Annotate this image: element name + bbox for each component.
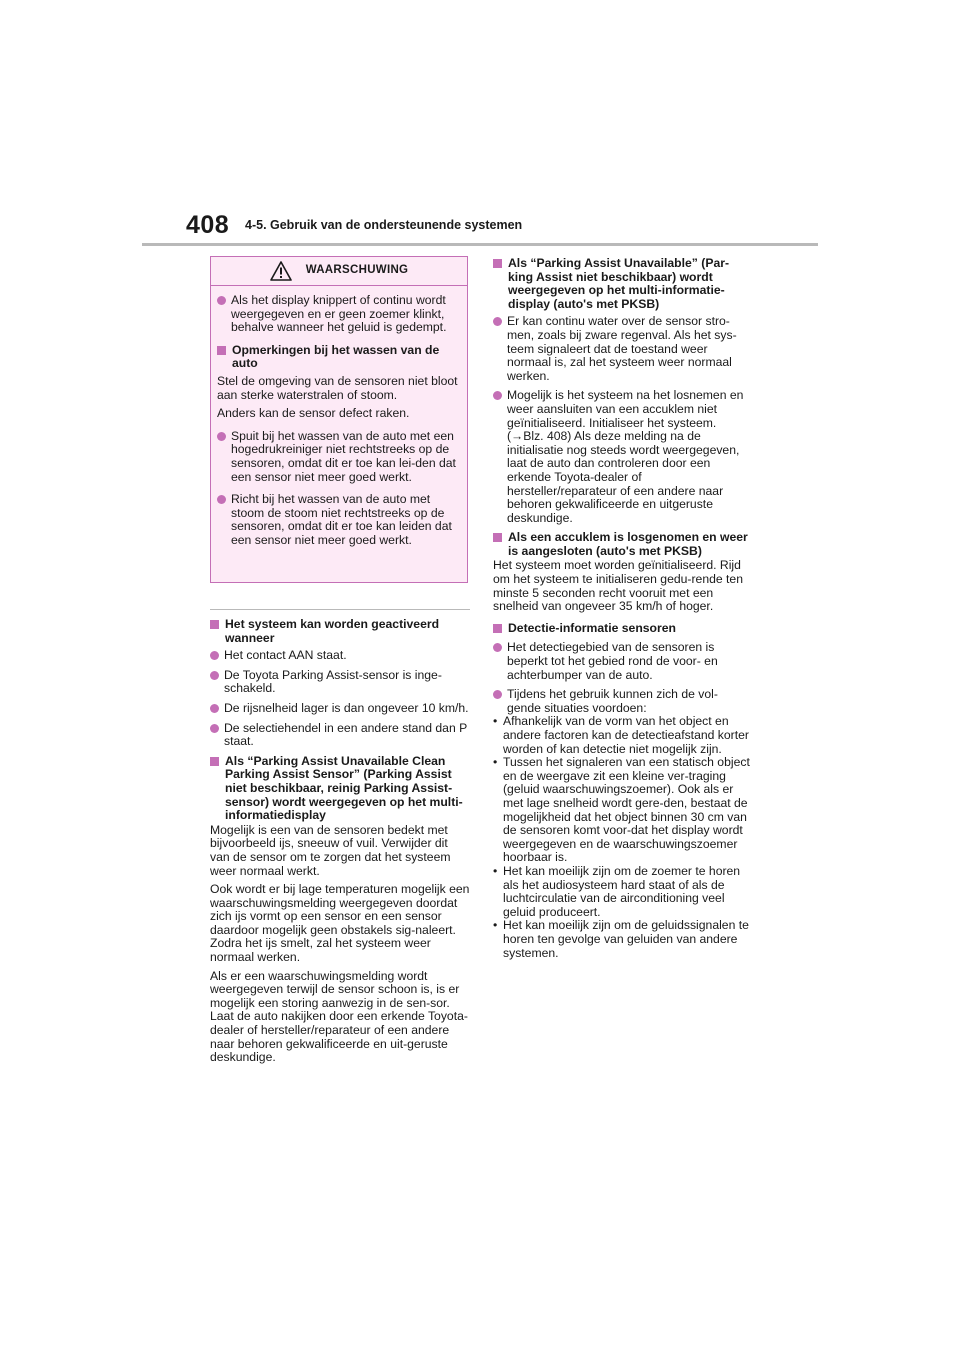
paragraph: Ook wordt er bij lage temperaturen mogelijk een waarschuwingsmelding weergegeven doordat zich ijs vormt op een sensor en een sensor daardoor mogelijk geen obstakels sig-naleert. Zodra het ijs smelt, zal het systeem weer normaal werken.: [210, 882, 470, 965]
sub-list-item-text: Afhankelijk van de vorm van het object en andere factoren kan de detectieafstand korter worden of kan detectie niet mogelijk zijn.: [503, 714, 749, 756]
warning-bullet-text: Als het display knippert of continu wordt weergegeven en er geen zoemer klinkt, behalve wanneer het geluid is gedempt.: [231, 293, 447, 335]
list-item-text: De Toyota Parking Assist-sensor is inge-schakeld.: [224, 667, 442, 696]
warning-paragraph: Anders kan de sensor defect raken.: [217, 406, 410, 421]
square-bullet-icon: [493, 624, 502, 633]
square-bullet-icon: [210, 757, 219, 766]
header-divider: [142, 243, 818, 246]
section-divider: [210, 609, 470, 610]
square-bullet-icon: [210, 620, 219, 629]
warning-header: [211, 257, 467, 286]
list-item: [493, 641, 751, 682]
list-item-text: Er kan continu water over de sensor stro-men, zoals bij zware regenval. Als het sys-teem signaleert dat de toestand weer normaal is, zal het systeem weer normaal werken.: [507, 314, 737, 383]
right-column: [493, 257, 751, 960]
square-bullet-icon: [217, 346, 226, 355]
list-item-text: Mogelijk is het systeem na het losnemen en weer aansluiten van een accuklem niet geïnitialiseerd. Initialiseer het systeem. (→Blz. 408) Als deze melding na de initialisatie nog steeds wordt weergegeven, laat de auto dan controleren door een erkende Toyota-dealer of hersteller/reparateur of een andere naar behoren gekwalificeerde en uitgeruste deskundige.: [507, 388, 744, 525]
section-heading: [493, 531, 751, 558]
sub-list: [493, 715, 751, 960]
sub-list-item: [493, 865, 751, 919]
sub-list-item-text: Het kan moeilijk zijn om de geluidssignalen te horen ten gevolge van geluiden van andere systemen.: [503, 918, 749, 960]
list-item-text: De rijsnelheid lager is dan ongeveer 10 km/h.: [224, 700, 469, 715]
warning-bullet-text: Richt bij het wassen van de auto met stoom de stoom niet rechtstreeks op de sensoren, omdat dit er toe kan leiden dat een sensor niet meer goed werkt.: [231, 492, 452, 547]
list-item: [210, 649, 470, 663]
section-heading-text: Als een accuklem is losgenomen en weer is aangesloten (auto's met PKSB): [508, 530, 748, 558]
section-heading: [210, 755, 470, 823]
bullet-dot-icon: [217, 296, 226, 305]
section-heading: [493, 257, 751, 311]
sub-list-item: [493, 756, 751, 865]
bullet-dot-icon: [210, 704, 219, 713]
bullet-dot-icon: [493, 690, 502, 699]
section-heading-text: Als “Parking Assist Unavailable Clean Parking Assist Sensor” (Parking Assist niet beschikbaar, reinig Parking Assist-sensor) wordt weergegeven op het multi-informatiedisplay: [225, 753, 463, 823]
small-bullet-icon: •: [493, 714, 498, 729]
left-column: [210, 609, 470, 1070]
bullet-dot-icon: [493, 317, 502, 326]
bullet-dot-icon: [493, 391, 502, 400]
small-bullet-icon: •: [493, 863, 498, 878]
warning-subheading: [217, 344, 461, 371]
paragraph: Het systeem moet worden geïnitialiseerd. Rijd om het systeem te initialiseren gedu-rende ten minste 5 seconden recht vooruit met een snelheid van ongeveer 35 km/h of hoger.: [493, 558, 743, 614]
sub-list-item-text: Tussen het signaleren van een statisch object en de weergave zit een kleine ver-traging (geluid waarschuwingszoemer). Ook als er met lage snelheid wordt gere-den, bestaat de mogelijkheid dat het object binnen 30 cm van de sensoren komt voor-dat het display wordt weergegeven en de waarschuwingszoemer hoorbaar is.: [503, 755, 750, 865]
list-item: [210, 722, 470, 749]
square-bullet-icon: [493, 533, 502, 542]
warning-bullet: [217, 294, 461, 335]
page-number: 408: [186, 211, 230, 239]
list-item: [493, 688, 751, 715]
bullet-dot-icon: [210, 651, 219, 660]
warning-paragraph: Stel de omgeving van de sensoren niet bloot aan sterke waterstralen of stoom.: [217, 373, 458, 402]
warning-bullet-text: Spuit bij het wassen van de auto met een hogedrukreiniger niet rechtstreeks op de sensoren, omdat dit er toe kan lei-den dat een sensor niet meer goed werkt.: [231, 428, 456, 484]
list-item-text: Tijdens het gebruik kunnen zich de vol-gende situaties voordoen:: [507, 687, 718, 715]
paragraph: Mogelijk is een van de sensoren bedekt met bijvoorbeeld ijs, sneeuw of vuil. Verwijder dit van de sensor om te zorgen dat het systeem weer normaal werkt.: [210, 822, 451, 878]
warning-box: [210, 256, 468, 583]
section-title: 4-5. Gebruik van de ondersteunende systemen: [245, 218, 523, 232]
list-item-text: Het detectiegebied van de sensoren is beperkt tot het gebied rond de voor- en achterbumper van de auto.: [507, 640, 718, 682]
sub-list-item-text: Het kan moeilijk zijn om de zoemer te horen als het audiosysteem hard staat of als de luchtcirculatie van de airconditioning veel geluid produceert.: [503, 863, 741, 919]
bullet-dot-icon: [493, 643, 502, 652]
sub-list-item: [493, 919, 751, 960]
warning-subheading-text: Opmerkingen bij het wassen van de auto: [232, 342, 440, 371]
warning-title: WAARSCHUWING: [305, 264, 409, 277]
paragraph: Als er een waarschuwingsmelding wordt weergegeven terwijl de sensor schoon is, is er mogelijk een storing aanwezig in de sen-sor. Laat de auto nakijken door een erkende Toyota-dealer of hersteller/reparateur of een andere naar behoren gekwalificeerde en uit-geruste deskundige.: [210, 968, 468, 1065]
warning-bullet: [217, 430, 461, 484]
list-item: [210, 702, 470, 716]
section-heading-text: Detectie-informatie sensoren: [508, 620, 676, 635]
section-heading: [493, 622, 751, 636]
small-bullet-icon: •: [493, 918, 498, 933]
list-item-text: De selectiehendel in een andere stand dan P staat.: [224, 720, 468, 749]
warning-triangle-icon: [270, 261, 292, 281]
bullet-dot-icon: [210, 671, 219, 680]
warning-bullet: [217, 493, 461, 547]
list-item: [493, 389, 751, 525]
sub-list-item: [493, 715, 751, 756]
small-bullet-icon: •: [493, 755, 498, 770]
section-heading: [210, 618, 470, 645]
bullet-dot-icon: [210, 724, 219, 733]
bullet-dot-icon: [217, 495, 226, 504]
section-heading-text: Als “Parking Assist Unavailable” (Par-king Assist niet beschikbaar) wordt weergegeven op het multi-informatie-display (auto's met PKSB): [508, 256, 730, 311]
section-heading-text: Het systeem kan worden geactiveerd wanneer: [225, 617, 440, 645]
square-bullet-icon: [493, 259, 502, 268]
list-item: [493, 315, 751, 383]
list-item-text: Het contact AAN staat.: [224, 648, 347, 663]
list-item: [210, 669, 470, 696]
bullet-dot-icon: [217, 432, 226, 441]
